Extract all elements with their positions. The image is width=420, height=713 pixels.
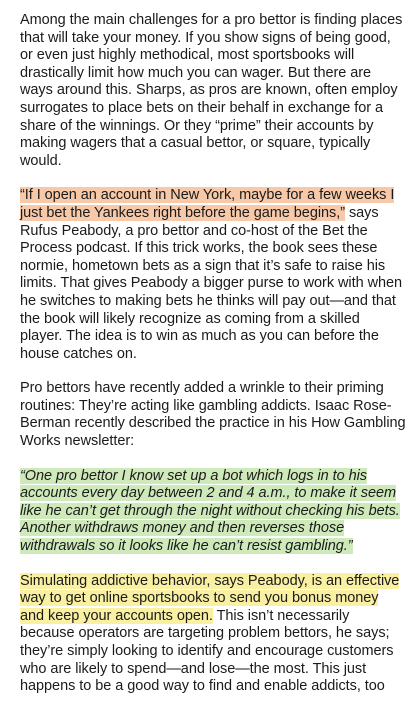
highlight-simulating: Simulating addictive behavior, says Peabody, is an effective way to get online sportsbooks to send you bonus money and keep your accounts open. [20,572,400,624]
paragraph-peabody-quote [20,187,406,363]
paragraph-peabody-text: says Rufus Peabody, a pro bettor and co-host of the Bet the Process podcast. If this trick works, the book sees these normie, hometown bets as a sign that it’s safe to raise his limits. That gives Peabody a bigger purse to work with when he switches to making bets he thinks will pay out—and that the book will likely recognize as coming from a skilled player. The idea is to win as much as you can before the house catches on. [20,204,403,362]
highlight-bot-quote: “One pro bettor I know set up a bot which logs in to his accounts every day between 2 and 4 a.m., to make it seem like he can’t get through the night without checking his bets. Another withdraws money and then reverses those withdrawals so it looks like he can’t resist gambling.” [20,467,400,555]
highlight-yankees-quote: “If I open an account in New York, maybe for a few weeks I just bet the Yankees right before the game begins,” [20,187,395,221]
paragraph-intro: Among the main challenges for a pro bettor is finding places that will take your money. If you show signs of being good, or even just highly methodical, most sportsbooks will drastically limit how much you can wager. But there are ways around this. Sharps, as pros are known, often employ surrogates to place bets on their behalf in exchange for a share of the winnings. Or they “prime” their accounts by making wagers that a casual bettor, or square, typically would. [20,12,403,169]
paragraph-simulating-text: This isn’t necessarily because operators are targeting problem bettors, he says; they’re simply looking to identify and encourage customers who are likely to spend—and lose—the most. This just happens to be a good way to find and enable addicts, too [20,607,394,695]
paragraph-blockquote [20,468,406,556]
paragraph-simulating [20,573,406,696]
paragraph-addicts-intro: Pro bettors have recently added a wrinkle to their priming routines: They’re acting like gambling addicts. Isaac Rose-Berman recently described the practice in his How Gambling Works newsletter: [20,380,406,450]
article-body [20,12,406,713]
